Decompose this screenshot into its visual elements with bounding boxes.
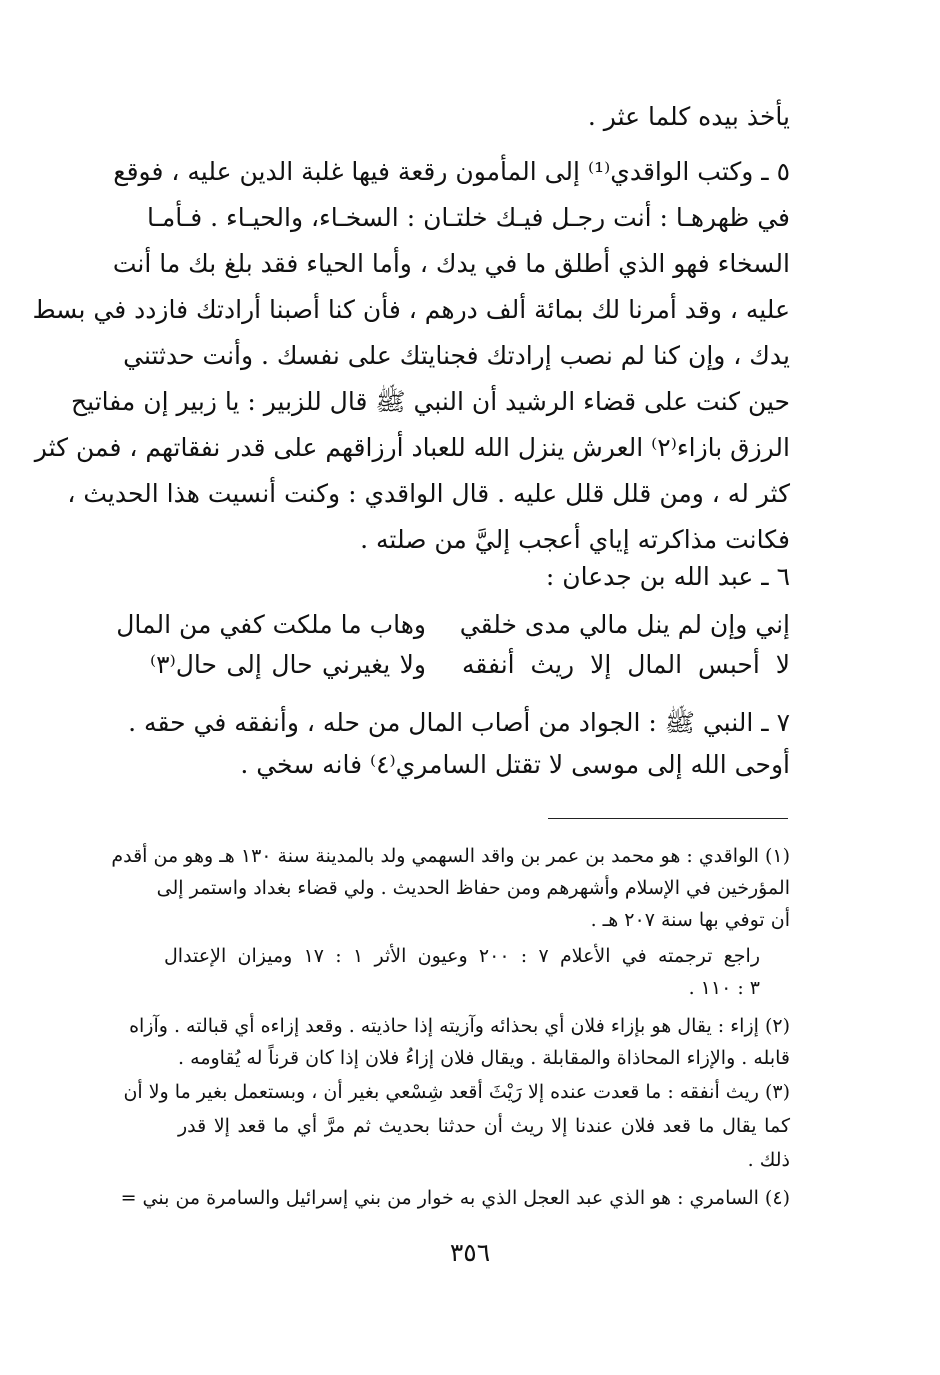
footnote-line: (١) الواقدي : هو محمد بن عمر بن واقد السهمي ولد بالمدينة سنة ١٣٠ هـ وهو من أقدم <box>111 845 790 867</box>
verse-hemistich: وهاب ما ملكت كفي من المال <box>116 610 426 639</box>
p5-line: يدك ، وإن كنا لم نصب إرادتك فجنايتك على نفسك . وأنت حدثتني <box>123 341 790 370</box>
footnote-line: قابله . والإزاء المحاذاة والمقابلة . ويقال فلان إزاءُ فلان إذا كان قرناً له يُقاومه . <box>178 1047 790 1069</box>
footnote-line: ٣ : ١١٠ . <box>688 977 760 999</box>
p5-line: السخاء فهو الذي أطلق ما في يدك ، وأما الحياء فقد بلغ بك ما أنت <box>112 249 790 278</box>
p5-line: ٥ ـ وكتب الواقدي⁽¹⁾ إلى المأمون رقعة فيها غلبة الدين عليه ، فوقع <box>113 157 790 186</box>
p6-heading: ٦ ـ عبد الله بن جدعان : <box>545 562 790 591</box>
footnote-line: ذلك . <box>747 1149 790 1171</box>
p7-line: أوحى الله إلى موسى لا تقتل السامري⁽٤⁾ فانه سخي . <box>240 750 790 779</box>
p5-line: عليه ، وقد أمرنا لك بمائة ألف درهم ، فأن كنا أصبنا أرادتك فازدد في بسط <box>32 295 790 324</box>
p5-line: في ظهرهـا : أنت رجـل فيـك خلتـان : السخـاء، والحيـاء . فـأمـا <box>146 203 790 232</box>
p5-line: حين كنت على قضاء الرشيد أن النبي ﷺ قال للزبير : يا زبير إن مفاتيح <box>71 387 790 416</box>
p5-line: كثر له ، ومن قلل قلل عليه . قال الواقدي : وكنت أنسيت هذا الحديث ، <box>67 479 790 508</box>
footnote-line: (٤) السامري : هو الذي عبد العجل الذي به خوار من بني إسرائيل والسامرة من بني = <box>120 1187 790 1209</box>
poem-verse <box>116 610 790 650</box>
verse-hemistich: ولا يغيرني حال إلى حال⁽٣⁾ <box>150 650 426 679</box>
footnote-line: راجع ترجمته في الأعلام ٧ : ٢٠٠ وعيون الأثر ١ : ١٧ وميزان الإعتدال <box>164 945 760 967</box>
verse-hemistich: لا أحبس المال إلا ريث أنفقه <box>462 650 790 679</box>
footnote-line: أن توفي بها سنة ٢٠٧ هـ . <box>590 909 790 931</box>
footnote-line: المؤرخين في الإسلام وأشهرهم ومن حفاظ الحديث . ولي قضاء بغداد واستمر إلى <box>156 877 790 899</box>
p5-line: الرزق بازاء⁽٢⁾ العرش ينزل الله للعباد أرزاقهم على قدر نفقاتهم ، فمن كثر <box>34 433 790 462</box>
intro-line: يأخذ بيده كلما عثر . <box>587 102 790 131</box>
footnote-divider <box>548 818 788 819</box>
footnote-line: (٢) إزاء : يقال هو بإزاء فلان أي بحذائه وآزيته إذا حاذيته . وقعد إزاءه أي قبالته . وآزاه <box>129 1015 790 1037</box>
p7-line: ٧ ـ النبي ﷺ : الجواد من أصاب المال من حله ، وأنفقه في حقه . <box>128 708 790 737</box>
footnote-line: (٣) ريث أنفقه : ما قعدت عنده إلا رَيْثَ أقعد شِسْعي بغير أن ، وبستعمل بغير ما ولا أن <box>123 1081 790 1103</box>
p5-line: فكانت مذاكرته إياي أعجب إليَّ من صلته . <box>360 525 790 554</box>
footnote-line: كما يقال ما قعد فلان عندنا إلا ريث أن حدثنا بحديث ثم مرَّ أي ما قعد إلا قدر <box>178 1115 790 1137</box>
page-number: ٣٥٦ <box>449 1238 491 1267</box>
verse-hemistich: إني وإن لم ينل مالي مدى خلقي <box>459 610 790 639</box>
poem-verse <box>150 650 790 690</box>
